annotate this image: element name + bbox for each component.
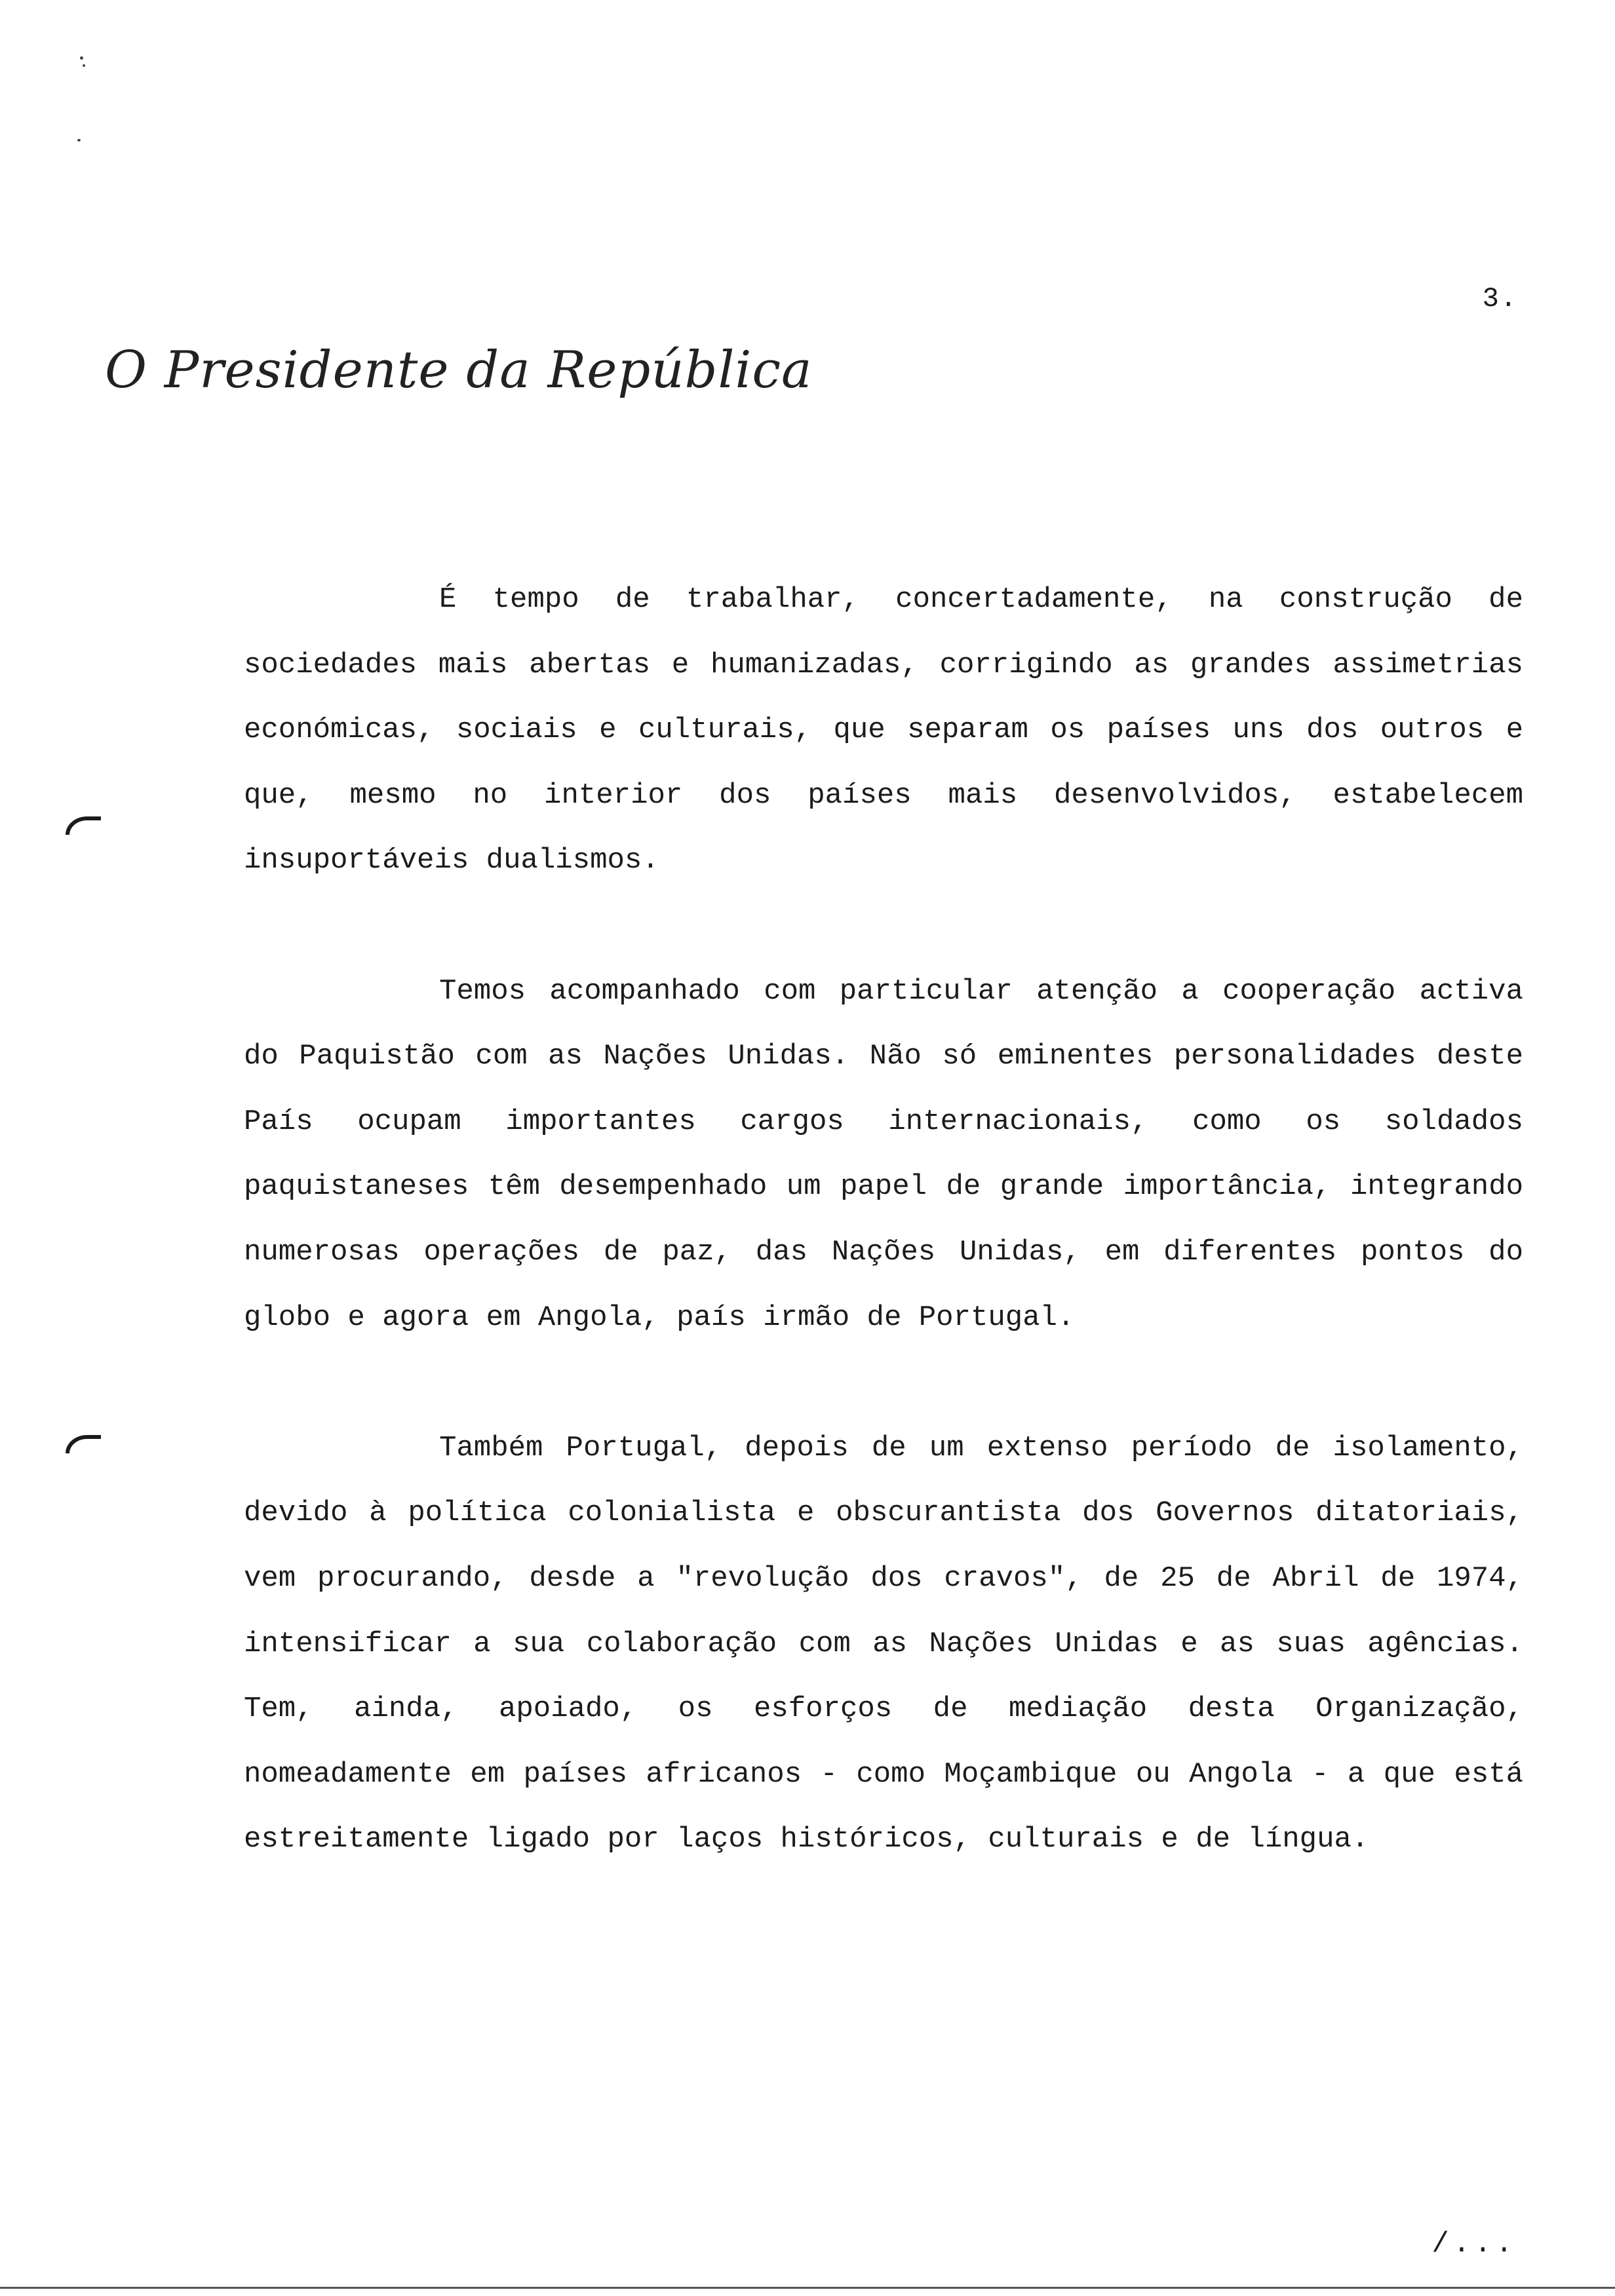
paragraph: Também Portugal, depois de um extenso período de isolamento, devido à política colonialista e obscurantista dos Governos ditatoriais, vem procurando, desde a "revolução dos cravos", de 25 de Abril de 1974, intensificar a sua colaboração com as Nações Unidas e as suas agências. Tem, ainda, apoiado, os esforços de mediação desta Organização, nomeadamente em países africanos - como Moçambique ou Angola - a que está estreitamente ligado por laços históricos, culturais e de língua. <box>244 1431 1523 1856</box>
page-bottom-edge <box>0 2287 1615 2289</box>
paragraph: É tempo de trabalhar, concertadamente, na construção de sociedades mais abertas e humanizadas, corrigindo as grandes assimetrias económicas, sociais e culturais, que separam os países uns dos outros e que, mesmo no interior dos países mais desenvolvidos, estabelecem insuportáveis dualismos. <box>244 583 1523 877</box>
continuation-marker: /... <box>1431 2228 1517 2261</box>
scan-speck <box>80 56 83 60</box>
scan-speck <box>83 64 85 67</box>
letterhead: O Presidente da República <box>105 341 813 400</box>
margin-binding-mark <box>66 1435 101 1453</box>
margin-binding-mark <box>66 816 101 835</box>
page-number: 3. <box>1482 283 1518 315</box>
scan-speck <box>77 139 81 142</box>
document-body <box>244 567 1523 1873</box>
paragraph: Temos acompanhado com particular atenção a cooperação activa do Paquistão com as Nações Unidas. Não só eminentes personalidades deste País ocupam importantes cargos internacionais, como os soldados paquistaneses têm desempenhado um papel de grande importância, integrando numerosas operações de paz, das Nações Unidas, em diferentes pontos do globo e agora em Angola, país irmão de Portugal. <box>244 974 1523 1334</box>
